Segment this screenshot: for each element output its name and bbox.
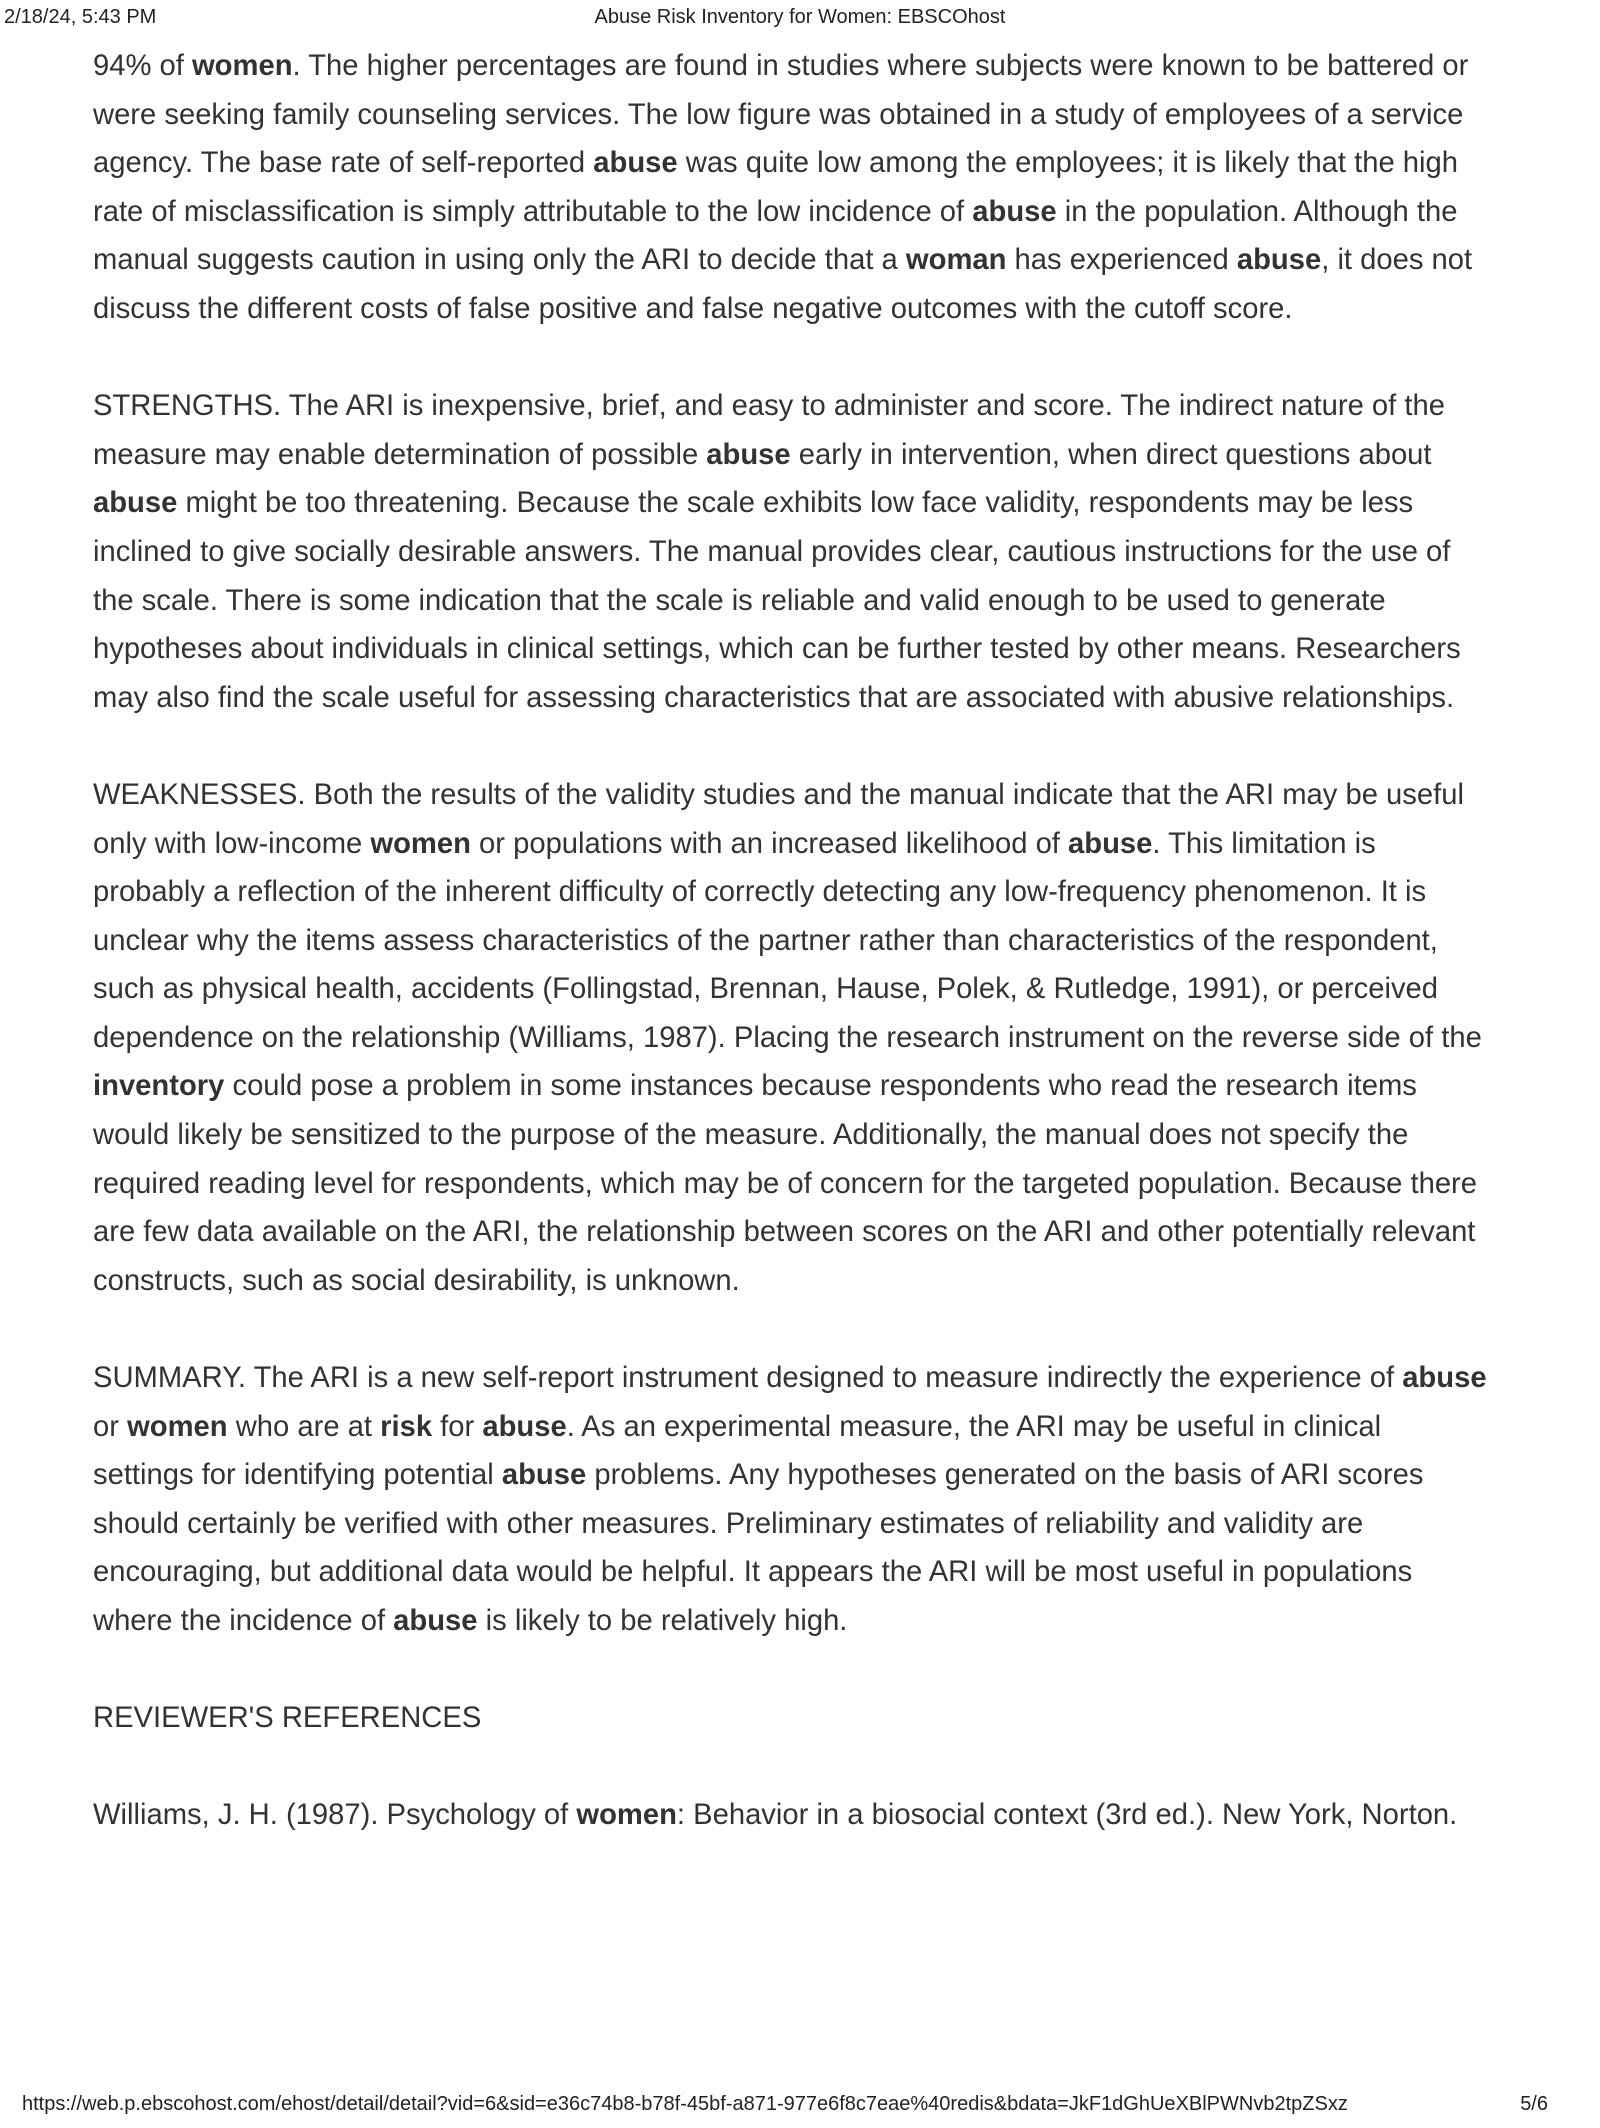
page-number: 5/6 xyxy=(1520,2093,1548,2115)
search-keyword-highlight: abuse xyxy=(93,487,178,520)
search-keyword-highlight: abuse xyxy=(393,1605,478,1637)
text-run: 94% of xyxy=(93,50,192,82)
text-run: who are at xyxy=(227,1410,381,1443)
paragraph-summary xyxy=(93,1354,1488,1646)
search-keyword-highlight: abuse xyxy=(593,147,678,180)
search-keyword-highlight: women xyxy=(576,1799,677,1832)
paragraph-weaknesses xyxy=(93,771,1488,1306)
text-run: could pose a problem in some instances because respondents who read the research items would likely be sensitized to the purpose of the measure. Additionally, the manual does not specify the required reading level for respondents, which may be of concern for the targeted population. Because there are few data available on the ARI, the relationship between scores on the ARI and other potentially relevant constructs, such as social desirability, is unknown. xyxy=(93,1070,1478,1297)
text-run: problems. Any hypotheses generated on the basis of ARI scores should certainly be verified with other measures. Preliminary estimates of reliability and validity are encouraging, but additional data would be helpful. It appears the ARI will be most useful in populations where the incidence of xyxy=(93,1459,1424,1637)
text-run: . As an experimental measure, the ARI may be useful in clinical settings for identifying potential xyxy=(93,1410,1382,1492)
article-body xyxy=(93,42,1488,1889)
search-keyword-highlight: women xyxy=(127,1410,228,1443)
text-run: STRENGTHS. The ARI is inexpensive, brief, and easy to administer and score. The indirect nature of the measure may enable determination of possible xyxy=(93,390,1445,471)
paragraph-strengths xyxy=(93,382,1488,722)
search-keyword-highlight: abuse xyxy=(482,1410,567,1443)
text-run: or populations with an increased likelihood of xyxy=(470,827,1069,860)
search-keyword-highlight: women xyxy=(191,50,293,82)
text-run: is likely to be relatively high. xyxy=(477,1605,848,1637)
text-run: Williams, J. H. (1987). Psychology of xyxy=(93,1799,577,1832)
search-keyword-highlight: abuse xyxy=(1236,244,1322,277)
text-run: for xyxy=(432,1410,483,1443)
text-run: : Behavior in a biosocial context (3rd ed.). New York, Norton. xyxy=(676,1799,1458,1832)
paragraph-classification-results xyxy=(93,42,1488,334)
search-keyword-highlight: abuse xyxy=(972,195,1057,228)
text-run: was quite low among the employees; it is likely that the high rate of misclassification is simply attributable to the low incidence of xyxy=(93,147,1458,228)
search-keyword-highlight: women xyxy=(370,827,471,860)
text-run: or xyxy=(93,1410,128,1443)
search-keyword-highlight: abuse xyxy=(706,438,791,471)
search-keyword-highlight: woman xyxy=(905,244,1007,277)
search-keyword-highlight: risk xyxy=(380,1410,433,1443)
print-datetime: 2/18/24, 5:43 PM xyxy=(4,6,157,28)
search-keyword-highlight: abuse xyxy=(1068,827,1153,860)
search-keyword-highlight: abuse xyxy=(501,1459,587,1492)
print-page-title: Abuse Risk Inventory for Women: EBSCOhost xyxy=(594,6,1006,28)
text-run: in the population. Although the manual suggests caution in using only the ARI to decide that a xyxy=(93,195,1458,277)
text-run: . The higher percentages are found in studies where subjects were known to be battered or were seeking family counseling services. The low figure was obtained in a study of employees of a service agency. The base rate of self-reported xyxy=(93,50,1469,180)
print-footer xyxy=(0,2093,1600,2123)
text-run: early in intervention, when direct questions about xyxy=(790,438,1432,471)
text-run: WEAKNESSES. Both the results of the validity studies and the manual indicate that the ARI may be useful only with low-income xyxy=(93,778,1464,860)
search-keyword-highlight: abuse xyxy=(1402,1362,1487,1395)
text-run: . This limitation is probably a reflection of the inherent difficulty of correctly detecting any low-frequency phenomenon. It is unclear why the items assess characteristics of the partner rather than characteristics of the respondent, such as physical health, accidents (Follingstad, Brennan, Hause, Polek, & Rutledge, 1991), or perceived dependence on the relationship (Williams, 1987). Placing the research instrument on the reverse side of the xyxy=(93,827,1482,1054)
references-heading: REVIEWER'S REFERENCES xyxy=(93,1702,482,1735)
page-url: https://web.p.ebscohost.com/ehost/detail/detail?vid=6&sid=e36c74b8-b78f-45bf-a871-977e6f8c7eae%40redis&bdata=JkF1dGhUeXBlPWNvb2tpZSxz xyxy=(22,2093,1348,2115)
text-run: , it does not discuss the different costs of false positive and false negative outcomes with the cutoff score. xyxy=(93,244,1473,325)
print-header xyxy=(0,6,1600,30)
text-run: SUMMARY. The ARI is a new self-report instrument designed to measure indirectly the experience of xyxy=(93,1362,1403,1395)
text-run: has experienced xyxy=(1006,244,1237,277)
text-run: might be too threatening. Because the scale exhibits low face validity, respondents may be less inclined to give socially desirable answers. The manual provides clear, cautious instructions for the use of the scale. There is some indication that the scale is reliable and valid enough to be used to generate hypotheses about individuals in clinical settings, which can be further tested by other means. Researchers may also find the scale useful for assessing characteristics that are associated with abusive relationships. xyxy=(93,487,1461,714)
reference-item xyxy=(93,1791,1488,1840)
search-keyword-highlight: inventory xyxy=(93,1070,225,1103)
